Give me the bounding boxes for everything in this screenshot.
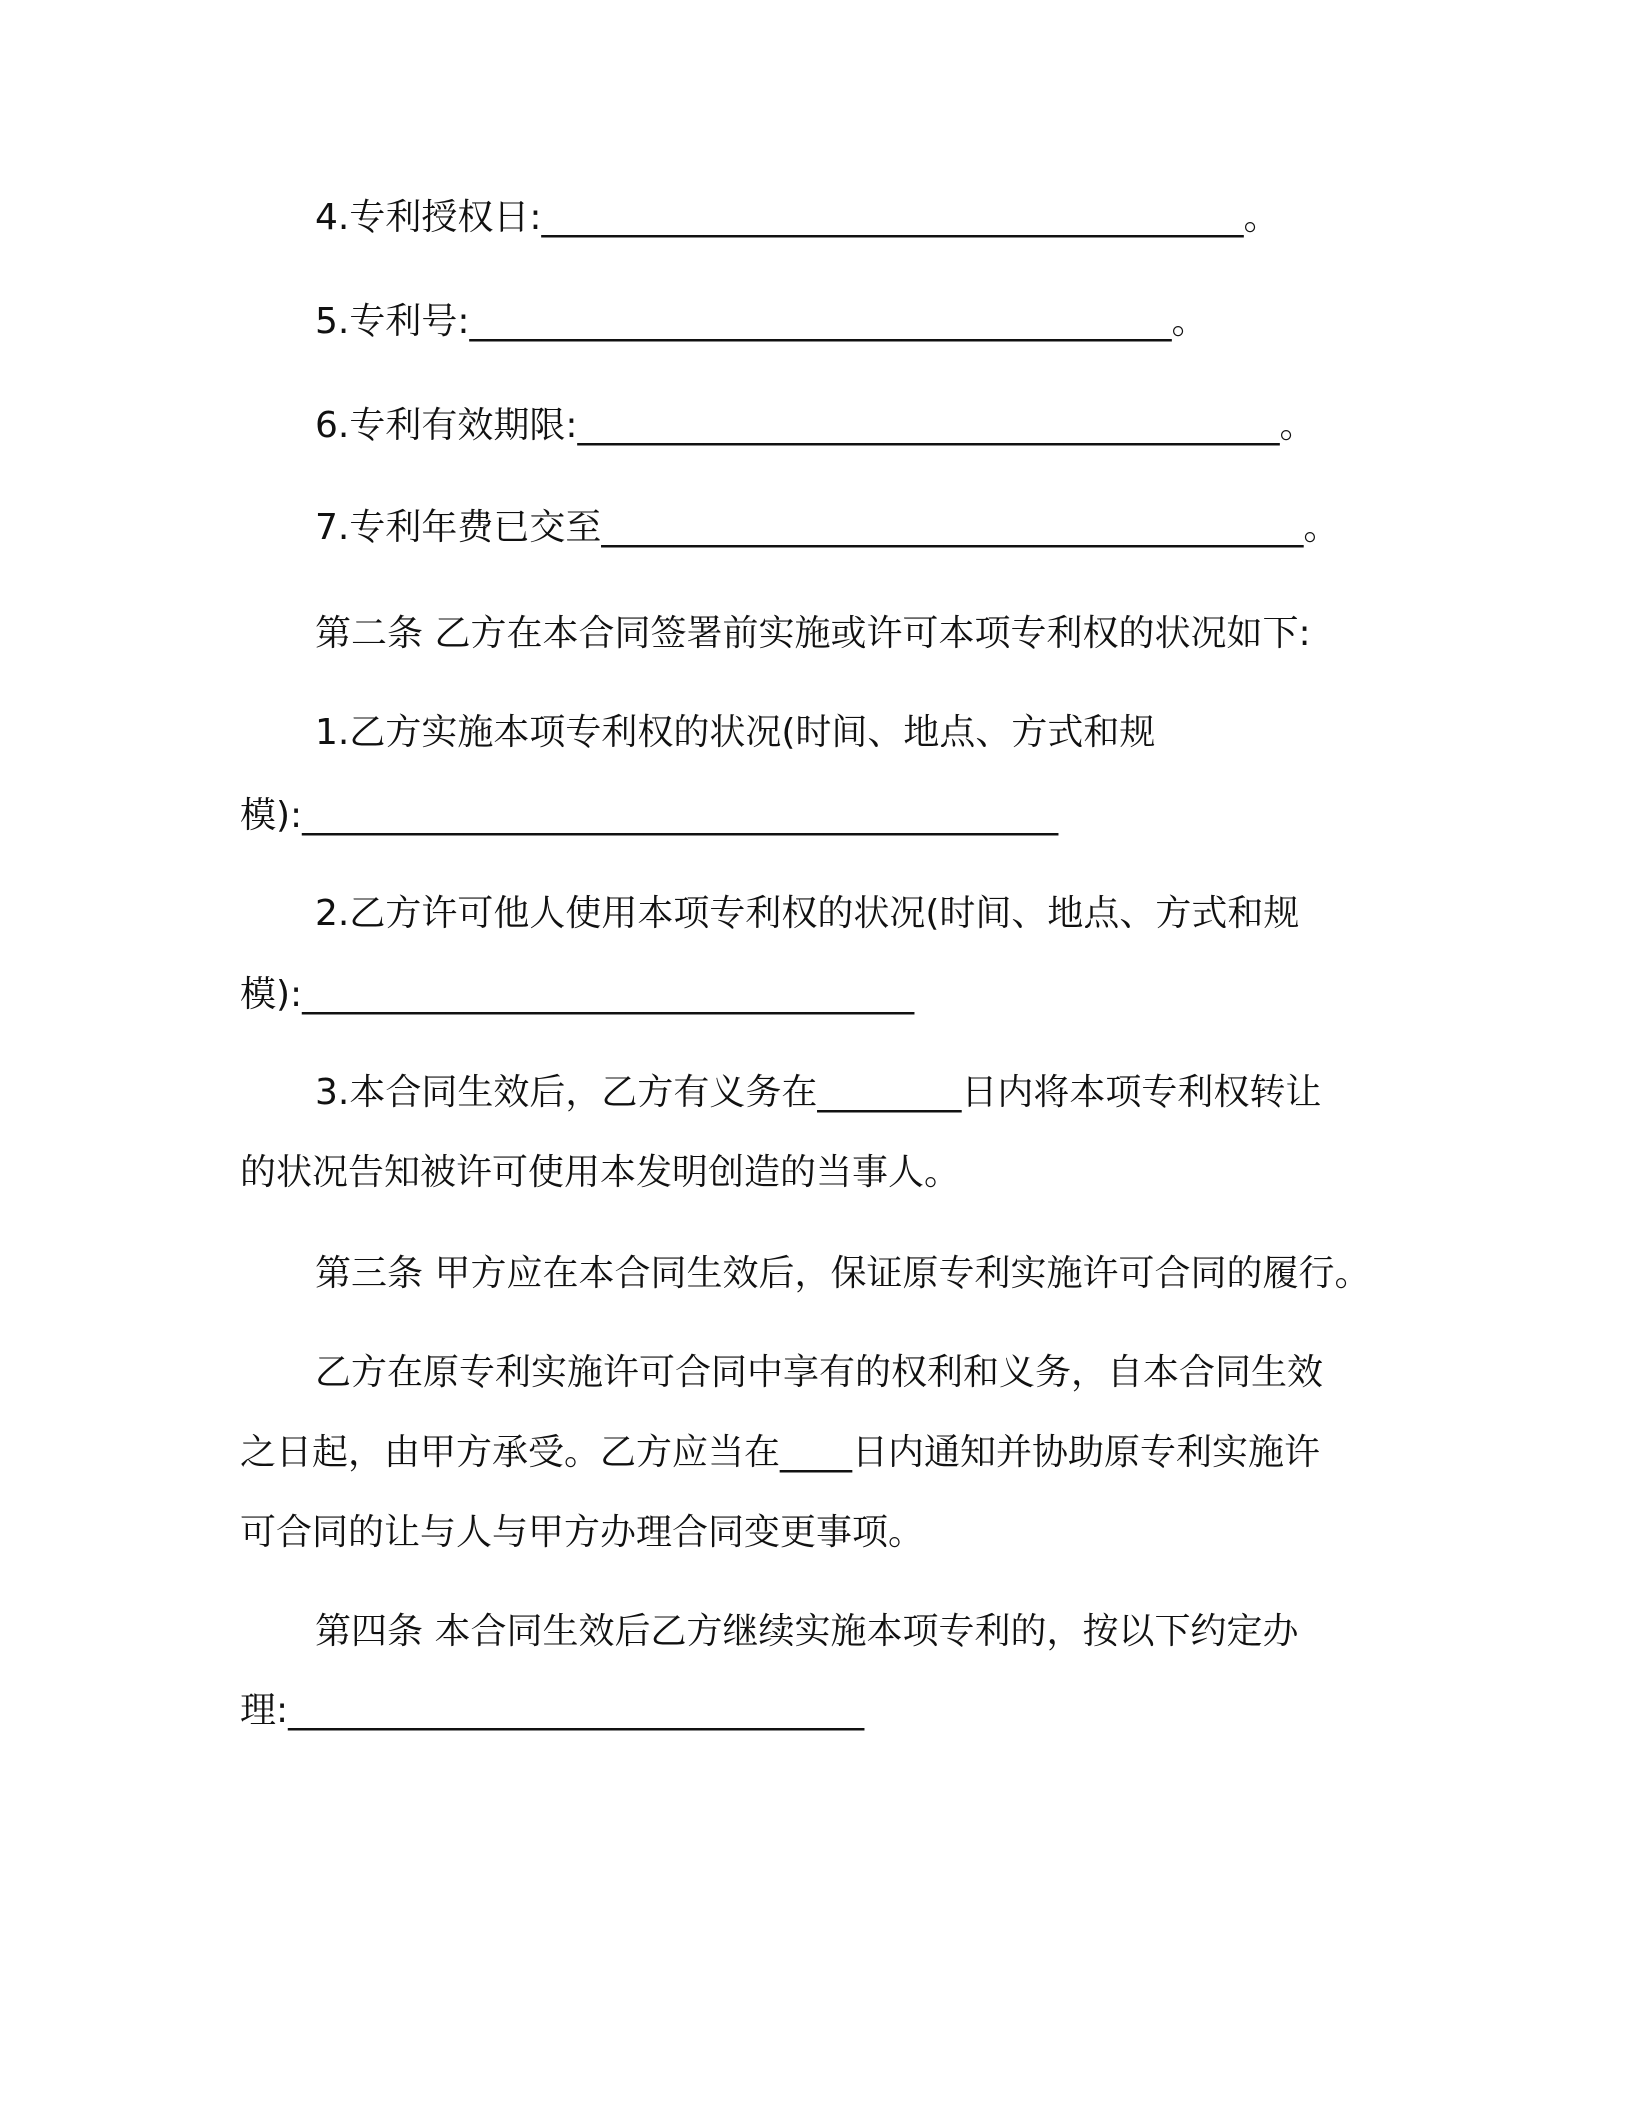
article-three-para-line-2: 之日起，由甲方承受。乙方应当在____日内通知并协助原专利实施许 [240,1432,1321,1473]
patent-number-line: 5.专利号:_______________________________________。 [315,301,1208,342]
article-two-item-3-line-1: 3.本合同生效后，乙方有义务在________日内将本项专利权转让 [315,1072,1322,1113]
article-four-line-1: 第四条 本合同生效后乙方继续实施本项专利的，按以下约定办 [315,1611,1299,1652]
patent-validity-line: 6.专利有效期限:_______________________________________。 [315,405,1316,446]
article-two-item-2-line-1: 2.乙方许可他人使用本项专利权的状况(时间、地点、方式和规 [315,893,1300,934]
article-three-para-line-1: 乙方在原专利实施许可合同中享有的权利和义务，自本合同生效 [315,1352,1324,1393]
article-two-item-1-line-1: 1.乙方实施本项专利权的状况(时间、地点、方式和规 [315,712,1156,753]
article-two-item-2-line-2: 模):__________________________________ [240,974,915,1015]
patent-annual-fee-line: 7.专利年费已交至_______________________________________。 [315,507,1340,548]
article-four-line-2: 理:________________________________ [240,1690,865,1731]
article-two-item-3-line-2: 的状况告知被许可使用本发明创造的当事人。 [240,1152,961,1193]
article-three-para-line-3: 可合同的让与人与甲方办理合同变更事项。 [240,1512,925,1553]
patent-grant-date-line: 4.专利授权日:_______________________________________。 [315,197,1280,238]
article-two-heading: 第二条 乙方在本合同签署前实施或许可本项专利权的状况如下: [315,613,1311,654]
article-two-item-1-line-2: 模):__________________________________________ [240,795,1059,836]
article-three-heading: 第三条 甲方应在本合同生效后，保证原专利实施许可合同的履行。 [315,1253,1371,1294]
